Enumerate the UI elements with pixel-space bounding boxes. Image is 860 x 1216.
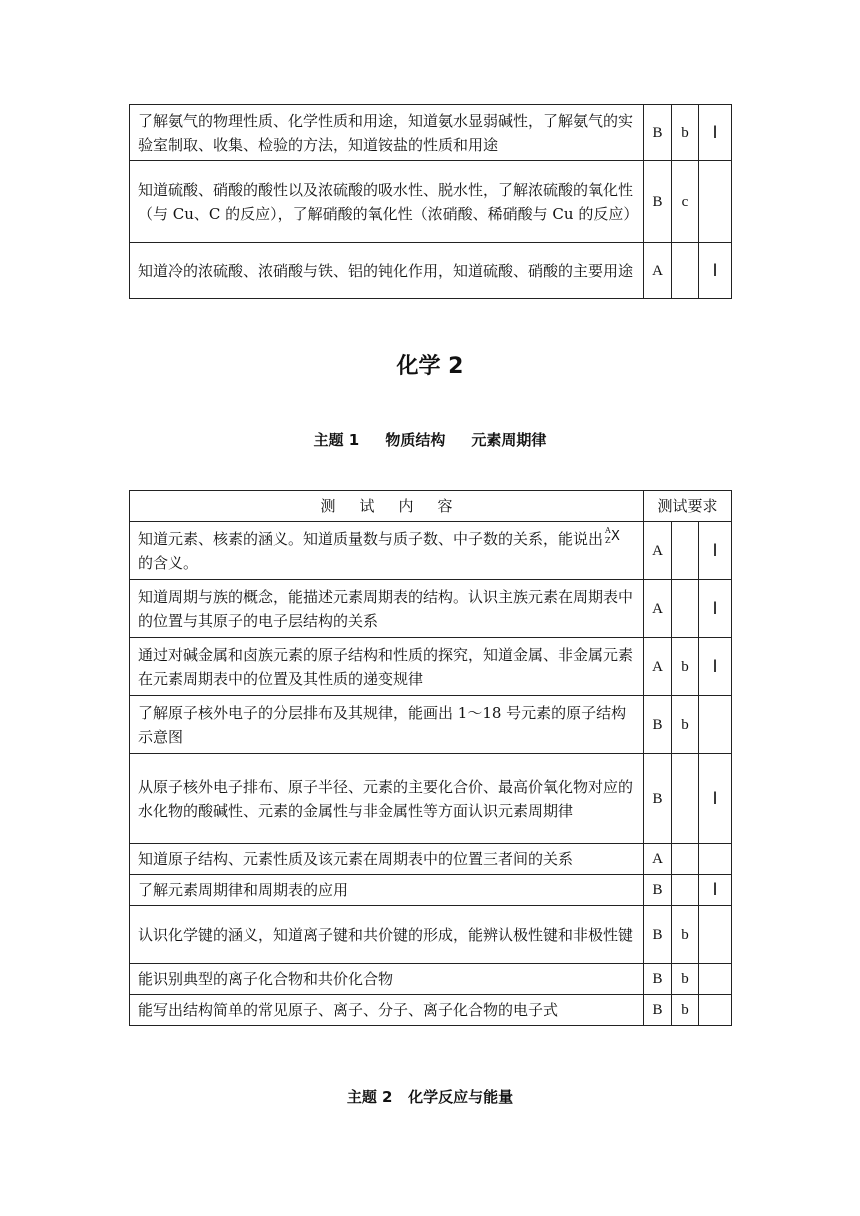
- row-level: B: [644, 964, 672, 995]
- row-roman: Ⅰ: [699, 638, 732, 696]
- row-sublevel: b: [672, 105, 699, 161]
- row-sublevel: c: [672, 161, 699, 243]
- mass-number: A: [605, 525, 611, 535]
- topic-heading: 主题 2 化学反应与能量: [346, 1088, 514, 1106]
- table-row: [130, 875, 732, 906]
- row-content: 能识别典型的离子化合物和共价化合物: [130, 964, 644, 995]
- row-content: 认识化学键的涵义，知道离子键和共价键的形成，能辨认极性键和非极性键: [130, 906, 644, 964]
- row-content: [130, 522, 644, 580]
- row-content-text: 知道元素、核素的涵义。知道质量数与质子数、中子数的关系，能说出: [138, 529, 604, 548]
- row-sublevel: b: [672, 995, 699, 1026]
- row-sublevel: b: [672, 906, 699, 964]
- table-row: [130, 964, 732, 995]
- row-roman: Ⅰ: [699, 875, 732, 906]
- row-level: B: [644, 754, 672, 844]
- row-level: A: [644, 522, 672, 580]
- table-row: [130, 105, 732, 161]
- table-row: [130, 638, 732, 696]
- row-sublevel: b: [672, 696, 699, 754]
- requirements-table: [129, 490, 732, 1026]
- row-content: 了解元素周期律和周期表的应用: [130, 875, 644, 906]
- requirements-table-continued: [129, 104, 732, 299]
- row-level: B: [644, 875, 672, 906]
- row-roman: [699, 844, 732, 875]
- header-requirement: 测试要求: [644, 491, 732, 522]
- row-content: 知道冷的浓硫酸、浓硝酸与铁、铝的钝化作用，知道硫酸、硝酸的主要用途: [130, 243, 644, 299]
- row-roman: [699, 964, 732, 995]
- row-sublevel: [672, 754, 699, 844]
- table-row: [130, 696, 732, 754]
- row-roman: [699, 161, 732, 243]
- table-row: [130, 906, 732, 964]
- table-row: [130, 243, 732, 299]
- row-level: B: [644, 906, 672, 964]
- row-level: A: [644, 638, 672, 696]
- row-sublevel: b: [672, 964, 699, 995]
- row-sublevel: [672, 580, 699, 638]
- header-content: 测试内容: [130, 491, 644, 522]
- row-content: 通过对碱金属和卤族元素的原子结构和性质的探究，知道金属、非金属元素在元素周期表中的位置及其性质的递变规律: [130, 638, 644, 696]
- nuclide-notation: [604, 525, 622, 548]
- row-level: B: [644, 696, 672, 754]
- row-sublevel: [672, 522, 699, 580]
- row-sublevel: b: [672, 638, 699, 696]
- row-roman: Ⅰ: [699, 754, 732, 844]
- table-row: [130, 580, 732, 638]
- row-level: B: [644, 105, 672, 161]
- row-content: 能写出结构简单的常见原子、离子、分子、离子化合物的电子式: [130, 995, 644, 1026]
- row-sublevel: [672, 243, 699, 299]
- row-level: A: [644, 844, 672, 875]
- row-roman: Ⅰ: [699, 580, 732, 638]
- table-row: [130, 161, 732, 243]
- row-roman: Ⅰ: [699, 522, 732, 580]
- section-title: 化学 2: [396, 354, 464, 379]
- row-content: 了解原子核外电子的分层排布及其规律，能画出 1～18 号元素的原子结构示意图: [130, 696, 644, 754]
- row-roman: [699, 696, 732, 754]
- row-roman: [699, 906, 732, 964]
- table-row: [130, 754, 732, 844]
- row-roman: Ⅰ: [699, 243, 732, 299]
- row-content: 知道原子结构、元素性质及该元素在周期表中的位置三者间的关系: [130, 844, 644, 875]
- row-content: 知道硫酸、硝酸的酸性以及浓硫酸的吸水性、脱水性，了解浓硫酸的氧化性（与 Cu、C 的反应），了解硝酸的氧化性（浓硝酸、稀硝酸与 Cu 的反应）: [130, 161, 644, 243]
- element-symbol: X: [611, 528, 620, 544]
- row-roman: Ⅰ: [699, 105, 732, 161]
- row-level: A: [644, 243, 672, 299]
- row-level: B: [644, 161, 672, 243]
- atomic-number: Z: [605, 535, 611, 545]
- row-level: A: [644, 580, 672, 638]
- table-row: [130, 522, 732, 580]
- row-level: B: [644, 995, 672, 1026]
- row-content: 了解氨气的物理性质、化学性质和用途，知道氨水显弱碱性，了解氨气的实验室制取、收集、检验的方法，知道铵盐的性质和用途: [130, 105, 644, 161]
- row-content: 知道周期与族的概念，能描述元素周期表的结构。认识主族元素在周期表中的位置与其原子的电子层结构的关系: [130, 580, 644, 638]
- row-sublevel: [672, 875, 699, 906]
- row-roman: [699, 995, 732, 1026]
- table-header-row: [130, 491, 732, 522]
- row-sublevel: [672, 844, 699, 875]
- topic-heading: 主题 1 物质结构 元素周期律: [313, 431, 547, 449]
- row-content-text: 的含义。: [138, 553, 199, 572]
- row-content: 从原子核外电子排布、原子半径、元素的主要化合价、最高价氧化物对应的水化物的酸碱性、元素的金属性与非金属性等方面认识元素周期律: [130, 754, 644, 844]
- table-row: [130, 995, 732, 1026]
- table-row: [130, 844, 732, 875]
